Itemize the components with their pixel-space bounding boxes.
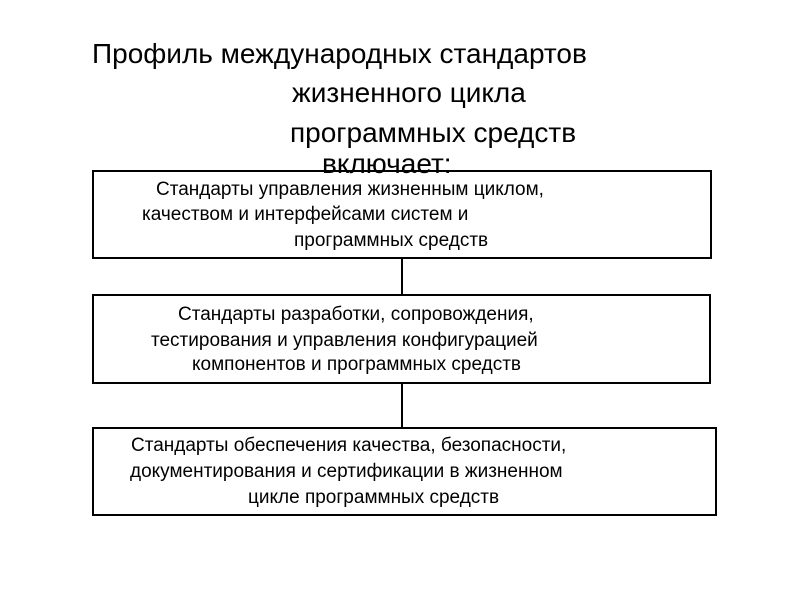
standards-box-lifecycle-management [92, 170, 712, 259]
box-text-line: цикле программных средств [248, 487, 500, 508]
box-text-line: качеством и интерфейсами систем и [142, 204, 469, 225]
title-line-2: жизненного цикла [292, 77, 526, 108]
title-line-4: включает: [322, 148, 452, 179]
box-text-line: Стандарты управления жизненным циклом, [156, 179, 544, 200]
box-text-line: программных средств [294, 230, 489, 251]
box-text-line: тестирования и управления конфигурацией [151, 330, 538, 351]
box-text-line: компонентов и программных средств [192, 354, 522, 375]
title-line-1: Профиль международных стандартов [92, 38, 587, 69]
box-text-line: документирования и сертификации в жизненном [130, 461, 563, 482]
box-text-line: Стандарты разработки, сопровождения, [178, 304, 534, 325]
title-line-3: программных средств [290, 117, 577, 148]
box-text-line: Стандарты обеспечения качества, безопасности, [131, 435, 567, 456]
standards-box-quality-assurance [92, 427, 717, 516]
standards-box-development [92, 294, 711, 384]
connector-line-1 [401, 259, 403, 294]
connector-line-2 [401, 384, 403, 427]
